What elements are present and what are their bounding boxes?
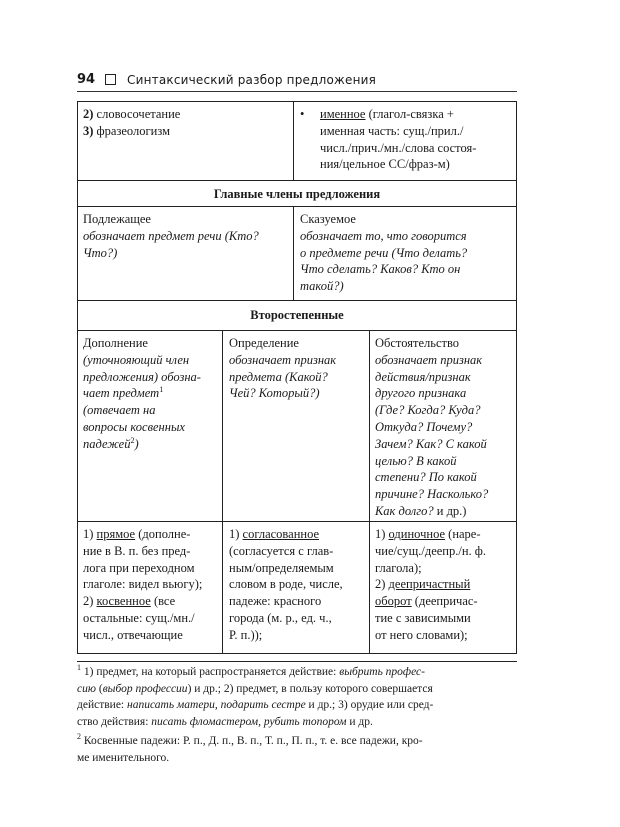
column-divider bbox=[293, 206, 294, 300]
bullet-icon: • bbox=[300, 107, 305, 121]
cell-adverbial: Обстоятельство обозначает признак действия/признак другого признака (Где? Когда? Куда? Откуда? Почему? Зачем? Как? С какой целью? В какой степени? По какой причине? Насколько? Как долго? и др.) bbox=[375, 336, 489, 518]
row-divider bbox=[78, 206, 516, 207]
cell-top-left: 2) словосочетание 3) фразеологизм bbox=[83, 107, 181, 138]
footnote-rule bbox=[77, 661, 517, 662]
column-divider bbox=[369, 330, 370, 654]
cell-top-right: • именное (глагол-связка + именная часть: сущ./прил./ числ./прич./мн./слова состоя- ния/цельное СС/фраз-м) bbox=[300, 107, 477, 172]
cell-attribute: Определение обозначает признак предмета (Какой? Чей? Который?) bbox=[229, 336, 337, 401]
cell-object: Дополнение (уточнояющий член предложения) обозна- чает предмет$^1$ (отвечает на вопросы косвенных падежей$^2$) bbox=[83, 336, 201, 451]
cell-subject: Подлежащее обозначает предмет речи (Кто? Что?) bbox=[83, 212, 259, 260]
row-divider bbox=[78, 300, 516, 301]
page-number: 94 bbox=[77, 72, 96, 87]
running-title: Синтаксический разбор предложения bbox=[127, 73, 377, 87]
page-header bbox=[77, 72, 517, 92]
column-divider bbox=[293, 102, 294, 180]
heading-main-members: Главные члены предложения bbox=[213, 187, 381, 201]
cell-object-types: 1) прямое (дополне- ние в В. п. без пред- лога при переходном глаголе: видел вьюгу); 2) косвенное (все остальные: сущ./мн./ числ., отвечающие bbox=[83, 527, 203, 642]
column-divider bbox=[222, 330, 223, 654]
row-divider bbox=[78, 180, 516, 181]
footnote-1: $^1$ 1) предмет, на который распространяется действие: выбрить профес- сию (выбор профессии) и др.; 2) предмет, в пользу которого совершается действие: написать матери, подарить сестре и др.; 3) орудие или сред- ство действия: писать фломастером, рубить топором и др. bbox=[77, 663, 434, 728]
cell-attribute-types: 1) согласованное (согласуется с глав- ным/определяемым словом в роде, числе, падеже: красного города (м. р., ед. ч., Р. п.)); bbox=[229, 527, 343, 642]
square-bullet-icon bbox=[105, 74, 116, 85]
cell-adverbial-types: 1) одиночное (наре- чие/сущ./деепр./н. ф. глагола); 2) деепричастный оборот (деепричас- тие с зависимыми от него словами); bbox=[375, 527, 487, 642]
header-rule bbox=[77, 91, 517, 92]
row-divider bbox=[78, 521, 516, 522]
row-divider bbox=[78, 330, 516, 331]
heading-secondary: Второстепенные bbox=[250, 308, 344, 322]
footnote-2: $^2$ Косвенные падежи: Р. п., Д. п., В. п., Т. п., П. п., т. е. все падежи, кро- ме именительного. bbox=[77, 732, 423, 764]
cell-predicate: Сказуемое обозначает то, что говорится о предмете речи (Что делать? Что сделать? Каков? Кто он такой?) bbox=[300, 212, 468, 294]
syntax-table bbox=[77, 101, 517, 654]
